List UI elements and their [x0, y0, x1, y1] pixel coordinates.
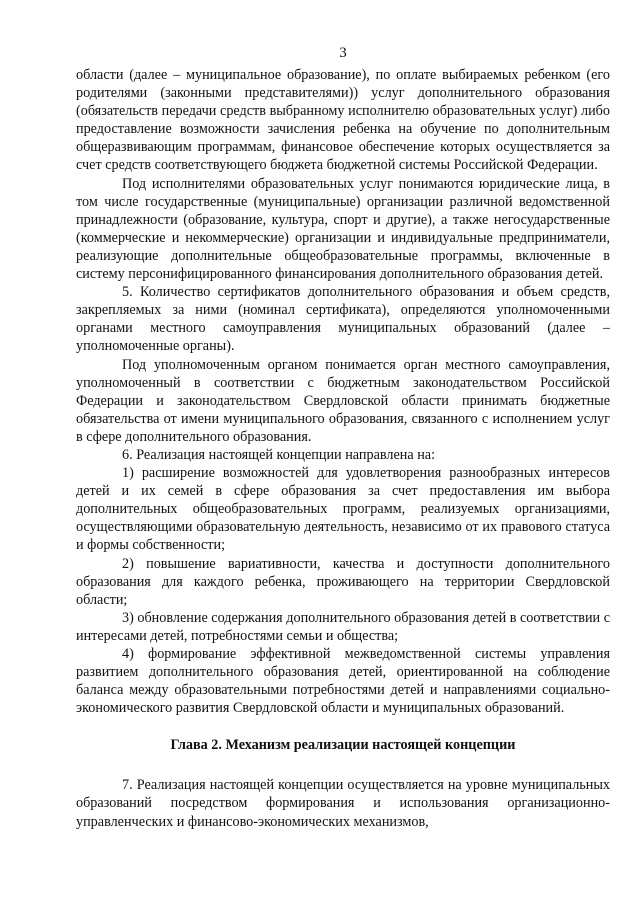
paragraph-item-5: 5. Количество сертификатов дополнительного образования и объем средств, закрепляемых за ними (номинал сертификата), определяются уполномоченными органами местного самоуправления муниципальных образований (далее – уполномоченные органы). — [76, 284, 610, 355]
list-item-4: 4) формирование эффективной межведомственной системы управления развитием дополнительного образования детей, ориентированной на соблюдение баланса между образовательными потребностями детей и направлениями социально-экономического развития Свердловской области и муниципальных образований. — [76, 646, 610, 717]
paragraph-continuation: области (далее – муниципальное образование), по оплате выбираемых ребенком (его родителями (законными представителями)) услуг дополнительного образования (обязательств передачи средств выбранному исполнителю образовательных услуг) либо предоставление возможности зачисления ребенка на обучение по дополнительным общеразвивающим программам, финансовое обеспечение которых осуществляется за счет средств соответствующего бюджета бюджетной системы Российской Федерации. — [76, 67, 610, 174]
chapter-heading: Глава 2. Механизм реализации настоящей концепции — [170, 737, 516, 754]
paragraph-authorized-body: Под уполномоченным органом понимается орган местного самоуправления, уполномоченный в соответствии с бюджетным законодательством Российской Федерации и законодательством Свердловской области принимать бюджетные обязательства от имени муниципального образования, связанного с исполнением услуг в сфере дополнительного образования. — [76, 356, 610, 445]
paragraph-item-6: 6. Реализация настоящей концепции направлена на: — [122, 446, 436, 463]
paragraph-item-7: 7. Реализация настоящей концепции осуществляется на уровне муниципальных образований посредством формирования и использования организационно-управленческих и финансово-экономических механизмов, — [76, 777, 610, 830]
list-item-1: 1) расширение возможностей для удовлетворения разнообразных интересов детей и их семей в сфере образования за счет предоставления им выбора дополнительных общеобразовательных программ, реализуемых организациями, осуществляющими образовательную деятельность, независимо от их правового статуса и формы собственности; — [76, 465, 610, 554]
list-item-2: 2) повышение вариативности, качества и доступности дополнительного образования для каждого ребенка, проживающего на территории Свердловской области; — [76, 555, 610, 608]
document-body — [76, 66, 610, 831]
paragraph-service-providers: Под исполнителями образовательных услуг понимаются юридические лица, в том числе государственные (муниципальные) организации различной ведомственной принадлежности (образование, культура, спорт и другие), а также негосударственные (коммерческие и некоммерческие) организации и индивидуальные предприниматели, реализующие дополнительные общеобразовательные программы, включенные в систему персонифицированного финансирования дополнительного образования детей. — [76, 175, 610, 283]
page-number: 3 — [339, 45, 347, 61]
list-item-3: 3) обновление содержания дополнительного образования детей в соответствии с интересами детей, потребностями семьи и общества; — [76, 609, 610, 644]
